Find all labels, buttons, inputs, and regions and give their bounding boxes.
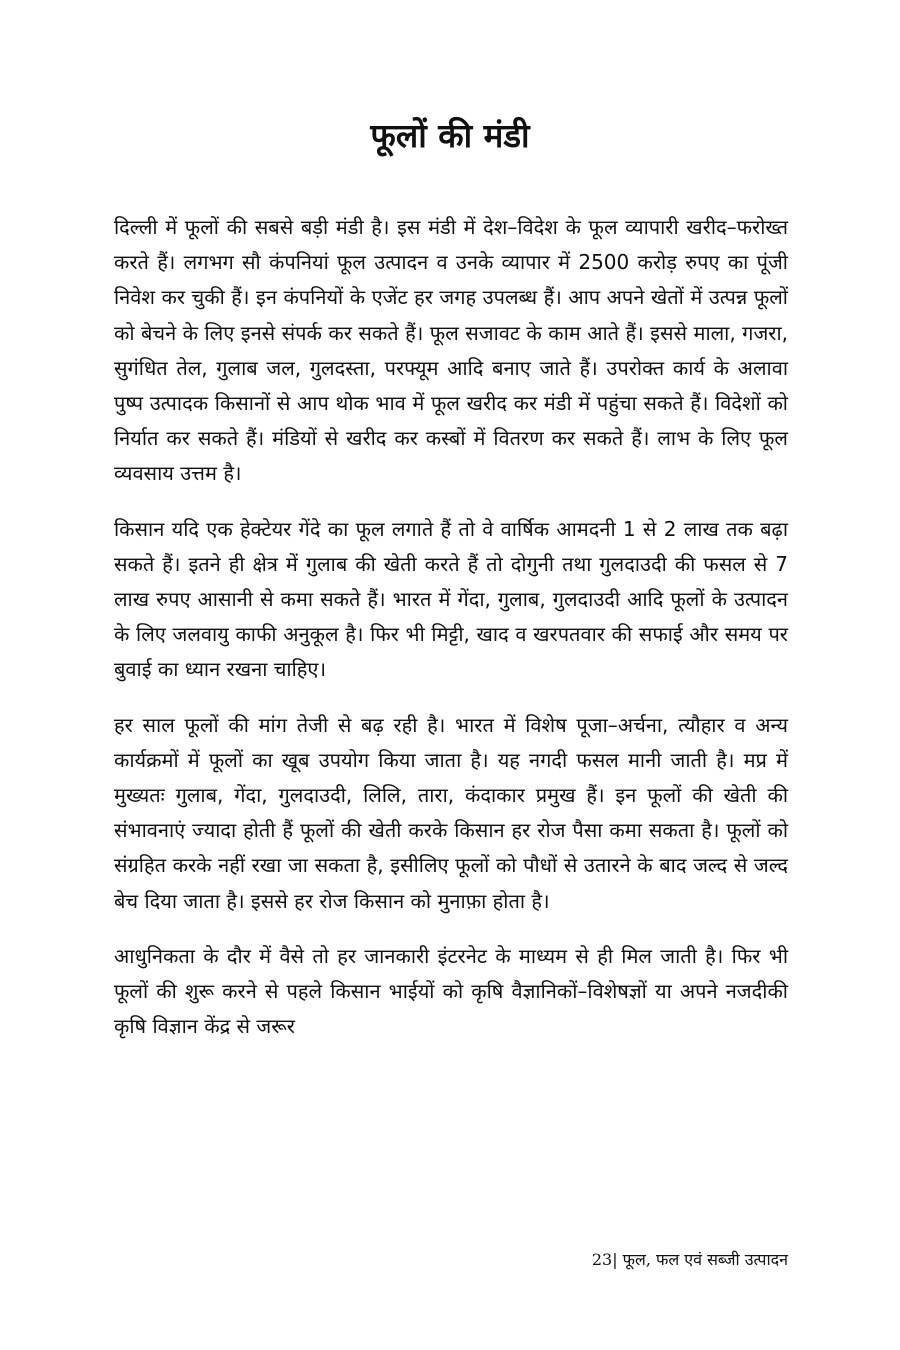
paragraph-2: किसान यदि एक हेक्टेयर गेंदे का फूल लगाते हैं तो वे वार्षिक आमदनी 1 से 2 लाख तक बढ़ा सकते हैं। इतने ही क्षेत्र में गुलाब की खेती करते हैं तो दोगुनी तथा गुलदाउदी की फसल से 7 लाख रुपए आसानी से कमा सकते हैं। भारत में गेंदा, गुलाब, गुलदाउदी आदि फूलों के उत्पादन के लिए जलवायु काफी अनुकूल है। फिर भी मिट्टी, खाद व खरपतवार की सफाई और समय पर बुवाई का ध्यान रखना चाहिए। xyxy=(114,516,788,682)
paragraph-3: हर साल फूलों की मांग तेजी से बढ़ रही है। भारत में विशेष पूजा–अर्चना, त्यौहार व अन्य कार्यक्रमों में फूलों का खूब उपयोग किया जाता है। यह नगदी फसल मानी जाती है। मप्र में मुख्यतः गुलाब, गेंदा, गुलदाउदी, लिलि, तारा, कंदाकार प्रमुख हैं। इन फूलों की खेती की संभावनाएं ज्यादा होती हैं फूलों की खेती करके किसान हर रोज पैसा कमा सकता है। फूलों को संग्रहित करके नहीं रखा जा सकता है, इसीलिए फूलों को पौधों से उतारने के बाद जल्द से जल्द बेच दिया जाता है। इससे हर रोज किसान को मुनाफ़ा होता है। xyxy=(114,712,788,913)
footer-separator: | xyxy=(612,1250,618,1269)
body-text xyxy=(114,210,788,1064)
book-title: फूल, फल एवं सब्जी उत्पादन xyxy=(617,1250,788,1269)
paragraph-4: आधुनिकता के दौर में वैसे तो हर जानकारी इंटरनेट के माध्यम से ही मिल जाती है। फिर भी फूलों की शुरू करने से पहले किसान भाईयों को कृषि वैज्ञानिकों–विशेषज्ञों या अपने नजदीकी कृषि विज्ञान केंद्र से जरूर xyxy=(114,943,788,1039)
page-number: 23 xyxy=(591,1250,613,1269)
page-title: फूलों की मंडी xyxy=(370,116,530,155)
page-footer xyxy=(592,1248,788,1270)
paragraph-1: दिल्ली में फूलों की सबसे बड़ी मंडी है। इस मंडी में देश–विदेश के फूल व्यापारी खरीद–फरोख्त करते हैं। लगभग सौ कंपनियां फूल उत्पादन व उनके व्यापार में 2500 करोड़ रुपए का पूंजी निवेश कर चुकी हैं। इन कंपनियों के एजेंट हर जगह उपलब्ध हैं। आप अपने खेतों में उत्पन्न फूलों को बेचने के लिए इनसे संपर्क कर सकते हैं। फूल सजावट के काम आते हैं। इससे माला, गजरा, सुगंधित तेल, गुलाब जल, गुलदस्ता, परफ्यूम आदि बनाए जाते हैं। उपरोक्त कार्य के अलावा पुष्प उत्पादक किसानों से आप थोक भाव में फूल खरीद कर मंडी में पहुंचा सकते हैं। विदेशों को निर्यात कर सकते हैं। मंडियों से खरीद कर कस्बों में वितरण कर सकते हैं। लाभ के लिए फूल व्यवसाय उत्तम है। xyxy=(114,215,788,486)
